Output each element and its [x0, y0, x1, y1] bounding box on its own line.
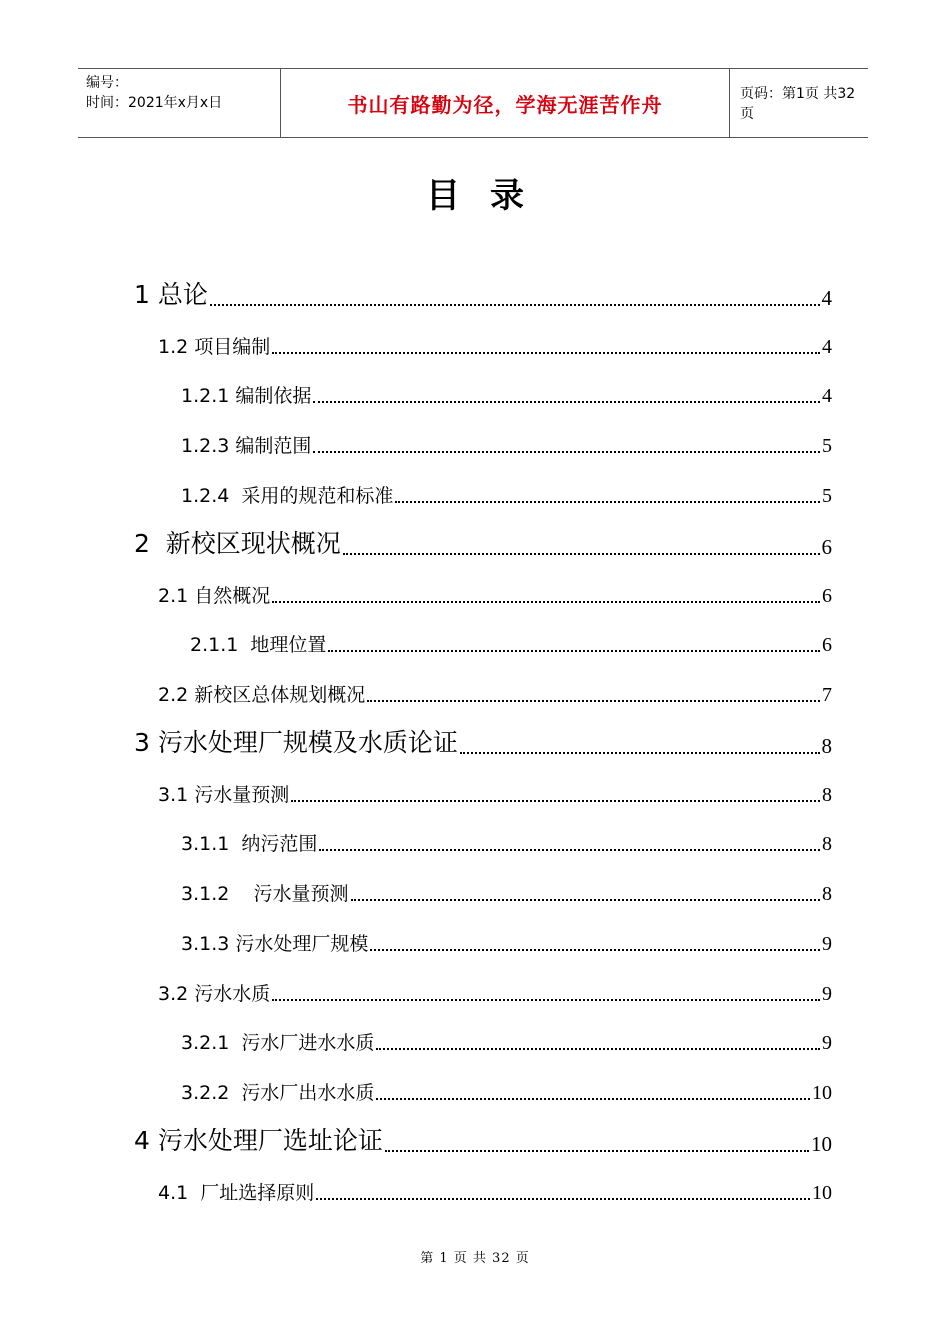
header-meta	[78, 69, 280, 137]
toc-entry-label: 1.2.3 编制范围	[181, 435, 312, 457]
toc-entry-page: 7	[822, 684, 832, 706]
toc-entry-page: 6	[822, 634, 832, 656]
toc-entry-page: 9	[822, 983, 832, 1005]
toc-entry-label: 3.1 污水量预测	[158, 784, 290, 806]
toc-entry[interactable]	[158, 576, 832, 608]
toc-entry-page: 6	[821, 535, 832, 559]
toc-entry-label: 3.1.2 污水量预测	[181, 883, 349, 905]
toc-entry-label: 2.1 自然概况	[158, 585, 271, 607]
toc-entry[interactable]	[158, 1173, 832, 1205]
toc-entry-label: 1.2.4 采用的规范和标准	[181, 485, 394, 507]
toc-leader-dots	[460, 746, 820, 754]
toc-entry-label: 2.2 新校区总体规划概况	[158, 684, 366, 706]
toc-entry[interactable]	[158, 775, 832, 807]
toc-leader-dots	[376, 1092, 810, 1100]
page-footer: 第 1 页 共 32 页	[420, 1251, 530, 1266]
toc-entry[interactable]	[158, 974, 832, 1006]
toc-entry[interactable]	[134, 528, 832, 560]
toc-entry-page: 10	[812, 1082, 832, 1104]
toc-leader-dots	[367, 694, 820, 702]
toc-entry-label: 1.2.1 编制依据	[181, 385, 312, 407]
toc-leader-dots	[272, 993, 820, 1001]
toc-entry-label: 3 污水处理厂规模及水质论证	[134, 728, 458, 757]
toc-entry[interactable]	[190, 625, 832, 657]
header-motto: 书山有路勤为径，学海无涯苦作舟	[280, 69, 730, 137]
toc-entry[interactable]	[181, 824, 832, 856]
toc-leader-dots	[343, 547, 820, 555]
toc-entry[interactable]	[181, 376, 832, 408]
toc-leader-dots	[272, 595, 820, 603]
toc-entry-page: 8	[822, 784, 832, 806]
toc-entry[interactable]	[181, 1073, 832, 1105]
toc-entry-page: 4	[821, 286, 832, 310]
toc-leader-dots	[370, 943, 820, 951]
toc-leader-dots	[351, 893, 820, 901]
toc-entry[interactable]	[158, 675, 832, 707]
toc-entry-label: 1.2 项目编制	[158, 336, 271, 358]
toc-leader-dots	[313, 395, 820, 403]
toc-entry-page: 9	[822, 933, 832, 955]
document-time-label: 时间：2021年x月x日	[86, 95, 223, 111]
toc-entry-page: 8	[822, 833, 832, 855]
toc-leader-dots	[385, 1144, 809, 1152]
toc-entry-label: 1 总论	[134, 280, 208, 309]
toc-entry[interactable]	[181, 924, 832, 956]
toc-entry-page: 4	[822, 385, 832, 407]
toc-entry-page: 10	[812, 1182, 832, 1204]
toc-entry[interactable]	[134, 1125, 832, 1157]
document-number-label: 编号：	[86, 75, 128, 91]
toc-entry-page: 9	[822, 1032, 832, 1054]
toc-leader-dots	[316, 1192, 810, 1200]
toc-entry-page: 4	[822, 336, 832, 358]
toc-entry[interactable]	[181, 874, 832, 906]
toc-leader-dots	[376, 1042, 820, 1050]
toc-leader-dots	[272, 346, 820, 354]
header-page-info: 页码：第1页 共32页	[740, 86, 856, 122]
toc-entry-label: 3.2.2 污水厂出水水质	[181, 1082, 375, 1104]
toc-entry-label: 2.1.1 地理位置	[190, 634, 327, 656]
toc-entry-page: 6	[822, 585, 832, 607]
toc-leader-dots	[291, 794, 820, 802]
toc-entry-label: 2 新校区现状概况	[134, 529, 341, 558]
toc-entry-page: 5	[822, 435, 832, 457]
page-header	[78, 68, 868, 138]
toc-leader-dots	[313, 445, 820, 453]
toc-leader-dots	[319, 843, 820, 851]
toc-entry[interactable]	[181, 1023, 832, 1055]
toc-entry[interactable]	[134, 727, 832, 759]
toc-entry[interactable]	[134, 279, 832, 311]
page-title: 目录	[426, 176, 554, 216]
toc-leader-dots	[210, 298, 820, 306]
toc-entry-label: 3.1.3 污水处理厂规模	[181, 933, 369, 955]
toc-entry[interactable]	[158, 327, 832, 359]
toc-entry-label: 3.1.1 纳污范围	[181, 833, 318, 855]
toc-entry-page: 10	[811, 1132, 832, 1156]
toc-entry-label: 3.2.1 污水厂进水水质	[181, 1032, 375, 1054]
toc-entry[interactable]	[181, 476, 832, 508]
toc-entry-label: 4.1 厂址选择原则	[158, 1182, 315, 1204]
toc-leader-dots	[328, 644, 820, 652]
toc-entry-label: 4 污水处理厂选址论证	[134, 1126, 383, 1155]
toc-entry-page: 5	[822, 485, 832, 507]
toc-entry-label: 3.2 污水水质	[158, 983, 271, 1005]
toc-leader-dots	[395, 495, 820, 503]
toc-entry[interactable]	[181, 426, 832, 458]
toc-entry-page: 8	[822, 883, 832, 905]
toc-entry-page: 8	[821, 734, 832, 758]
